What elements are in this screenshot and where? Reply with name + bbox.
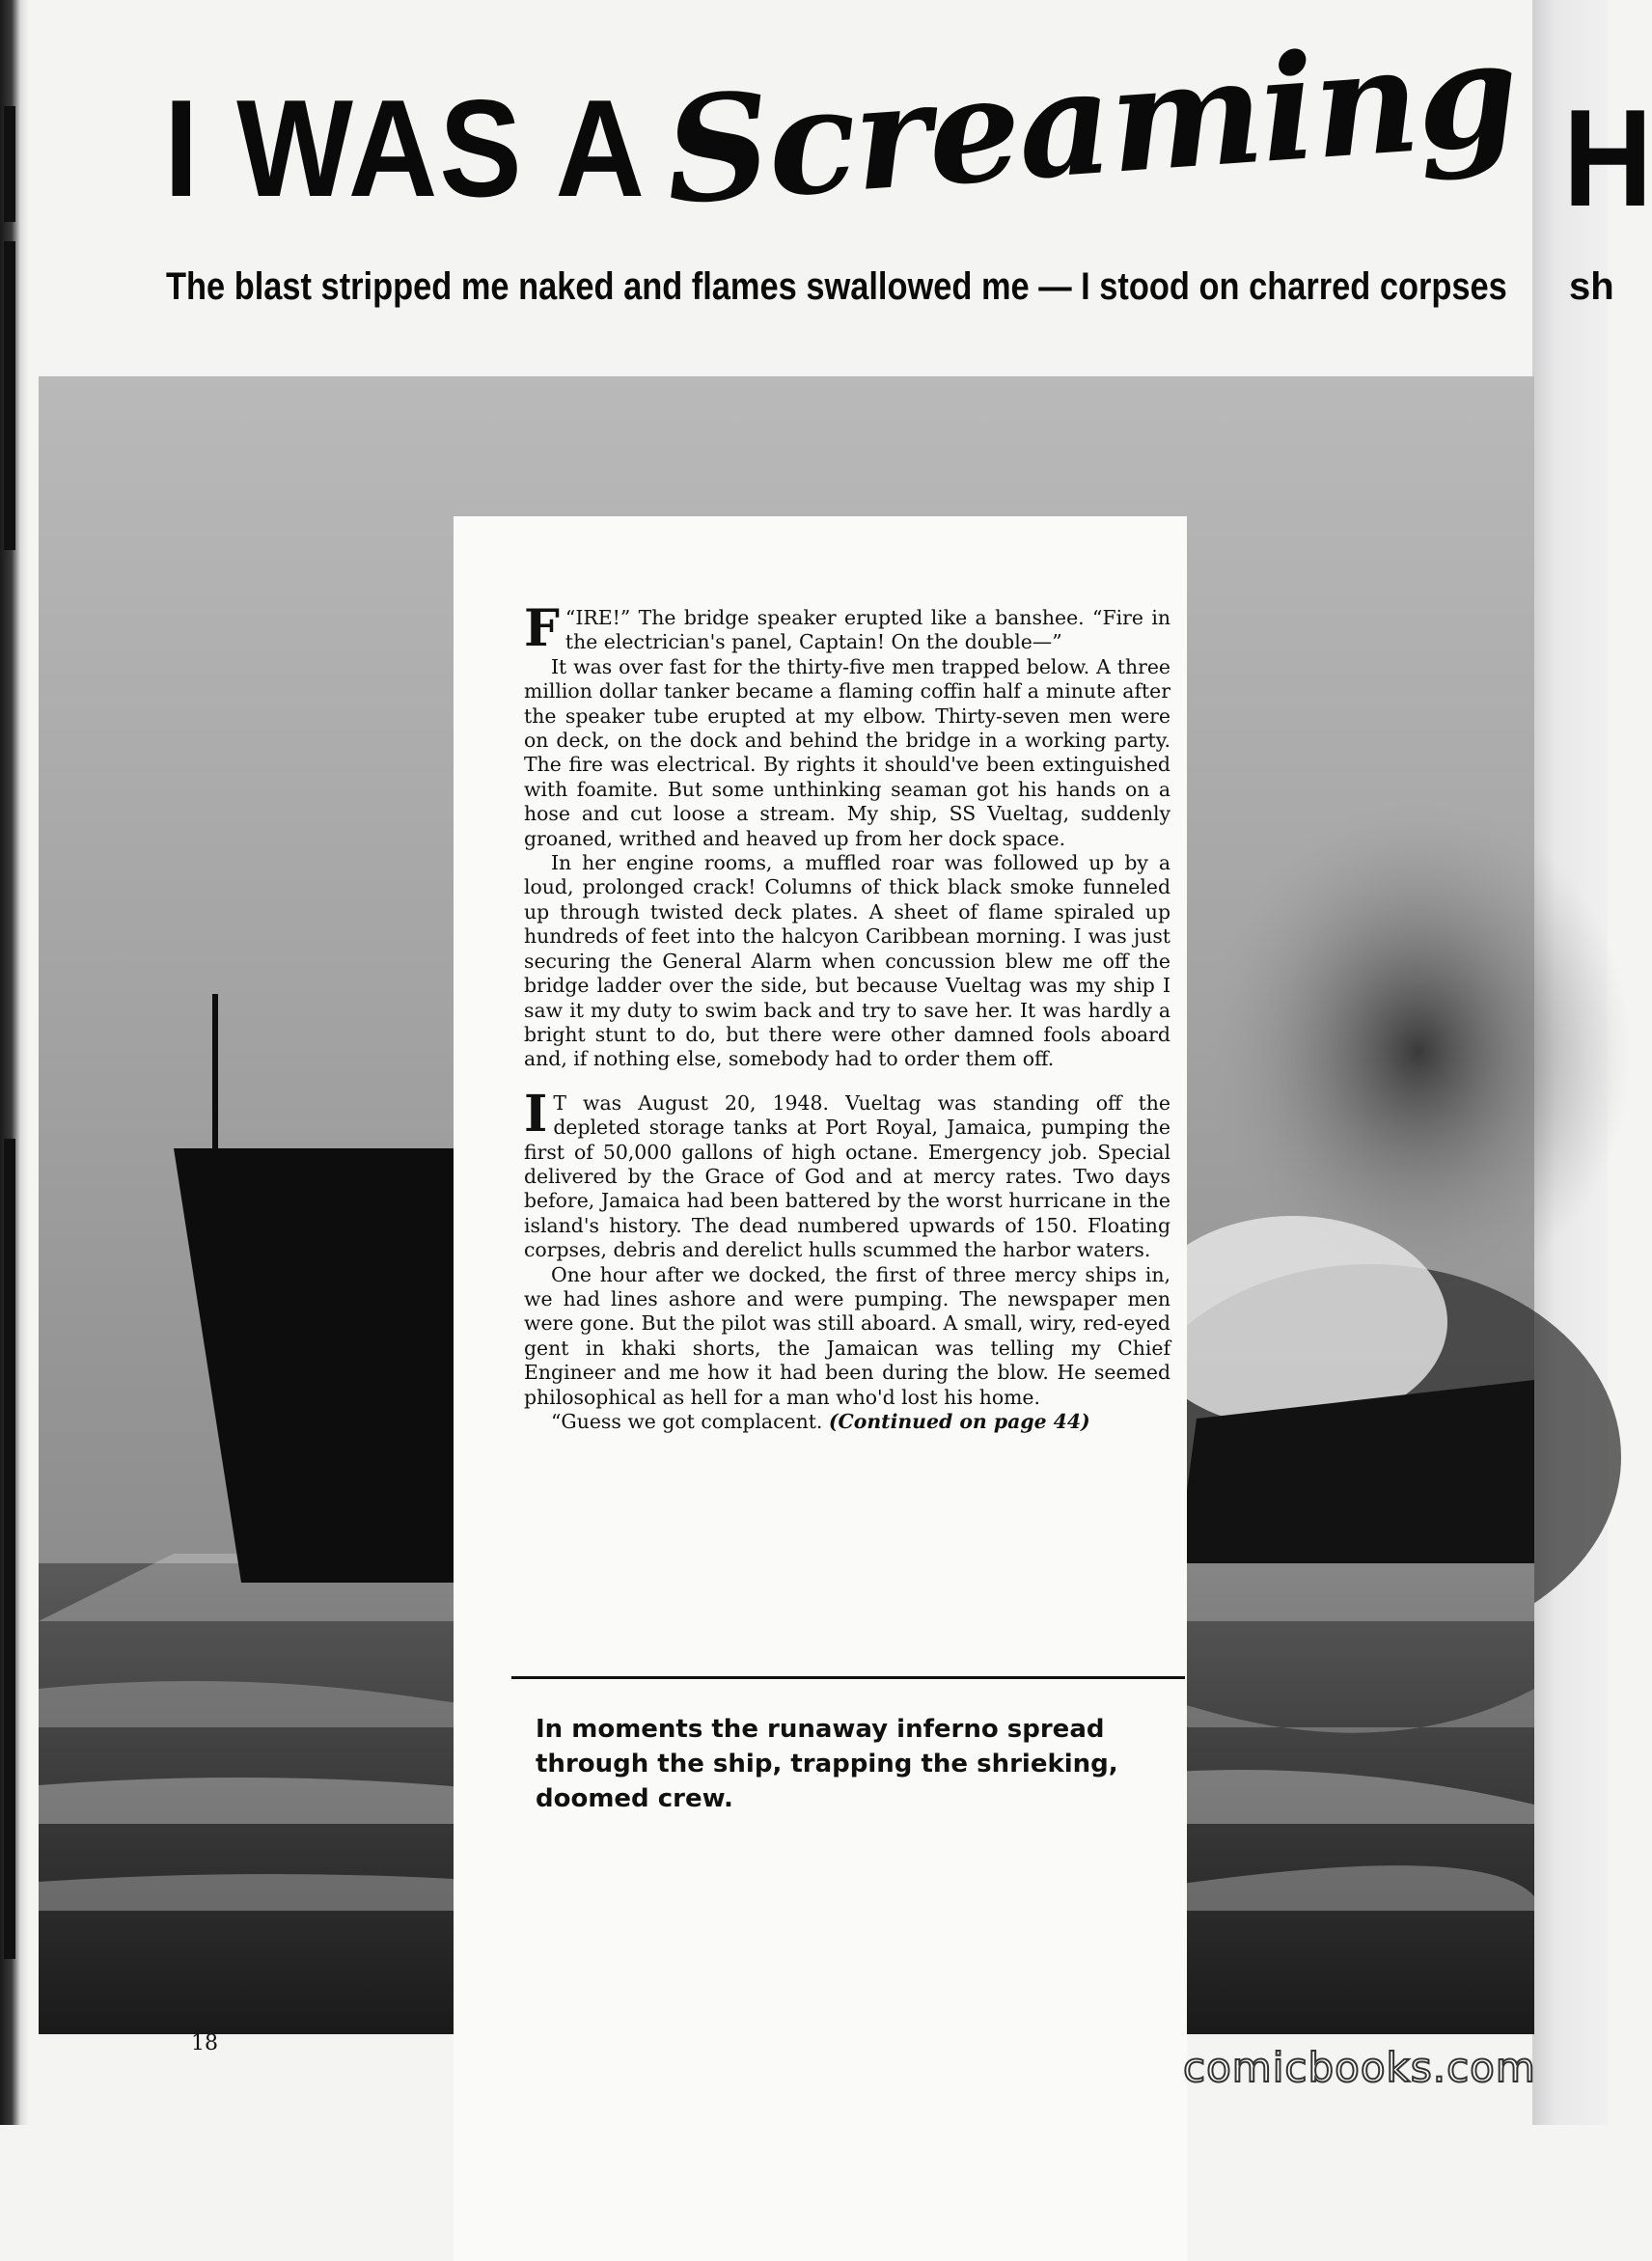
article-paragraph [524, 1410, 1170, 1434]
photo-caption: In moments the runaway inferno spread through the ship, trapping the shrieking, doomed crew. [536, 1715, 1118, 1813]
deck-continued: sh [1569, 265, 1614, 308]
headline-main: I WAS A [164, 71, 647, 227]
article-paragraph: F “IRE!” The bridge speaker erupted like a banshee. “Fire in the electrician's panel, Captain! On the double—” [524, 599, 1170, 658]
article-last-line: “Guess we got complacent. [551, 1410, 823, 1433]
article-paragraph: I T was August 20, 1948. Vueltag was standing off the depleted storage tanks at Port Royal, Jamaica, pumping the first of 50,000 gallons of high octane. Emergency job. Special delivered by the Grace of God and at mercy rates. Two days before, Jamaica had been battered by the worst hurricane in the island's history. The dead numbered upwards of 150. Floating corpses, debris and derelict hulls scummed the harbor waters. [524, 1084, 1170, 1262]
drop-cap: I [524, 1084, 548, 1144]
article-paragraph: In her engine rooms, a muffled roar was followed up by a loud, prolonged crack! Columns of thick black smoke funneled up through twisted deck plates. A sheet of flame spiraled up hundreds of feet into the halcyon Caribbean morning. I was just securing the General Alarm when concussion blew me off the bridge ladder over the side, but because Vueltag was my ship I saw it my duty to swim back and try to save her. It was hardly a bright stunt to do, but there were other damned fools aboard and, if nothing else, somebody had to order them off. [524, 851, 1170, 1071]
article-paragraph: It was over fast for the thirty-five men trapped below. A three million dollar tanker became a flaming coffin half a minute after the speaker tube erupted at my elbow. Thirty-seven men were on deck, on the dock and behind the bridge in a working party. The fire was electrical. By rights it should've been extinguished with foamite. But some unthinking seaman got his hands on a hose and cut loose a stream. My ship, SS Vueltag, suddenly groaned, writhed and heaved up from her dock space. [524, 654, 1170, 850]
binding-mark [4, 106, 15, 222]
binding-edge [0, 0, 29, 2125]
watermark: comicbooks.com [1183, 2044, 1536, 2091]
page-number: 18 [191, 2031, 218, 2055]
deck-subtitle: The blast stripped me naked and flames swallowed me — I stood on charred corpses [166, 265, 1507, 308]
article-paragraph: One hour after we docked, the first of three mercy ships in, we had lines ashore and were pumping. The newspaper men were gone. But the pilot was still aboard. A small, wiry, red-eyed gent in khaki shorts, the Jamaican was telling my Chief Engineer and me how it had been during the blow. He seemed philosophical as hell for a man who'd lost his home. [524, 1262, 1170, 1409]
continued-note: (Continued on page 44) [828, 1410, 1090, 1433]
headline-script: Screaming [659, 8, 1522, 237]
binding-mark [4, 241, 15, 550]
drop-cap: F [524, 599, 560, 658]
caption-divider [511, 1676, 1185, 1679]
article-body [524, 599, 1170, 1434]
binding-mark [4, 1139, 15, 1959]
headline-continued: H [1563, 81, 1652, 236]
